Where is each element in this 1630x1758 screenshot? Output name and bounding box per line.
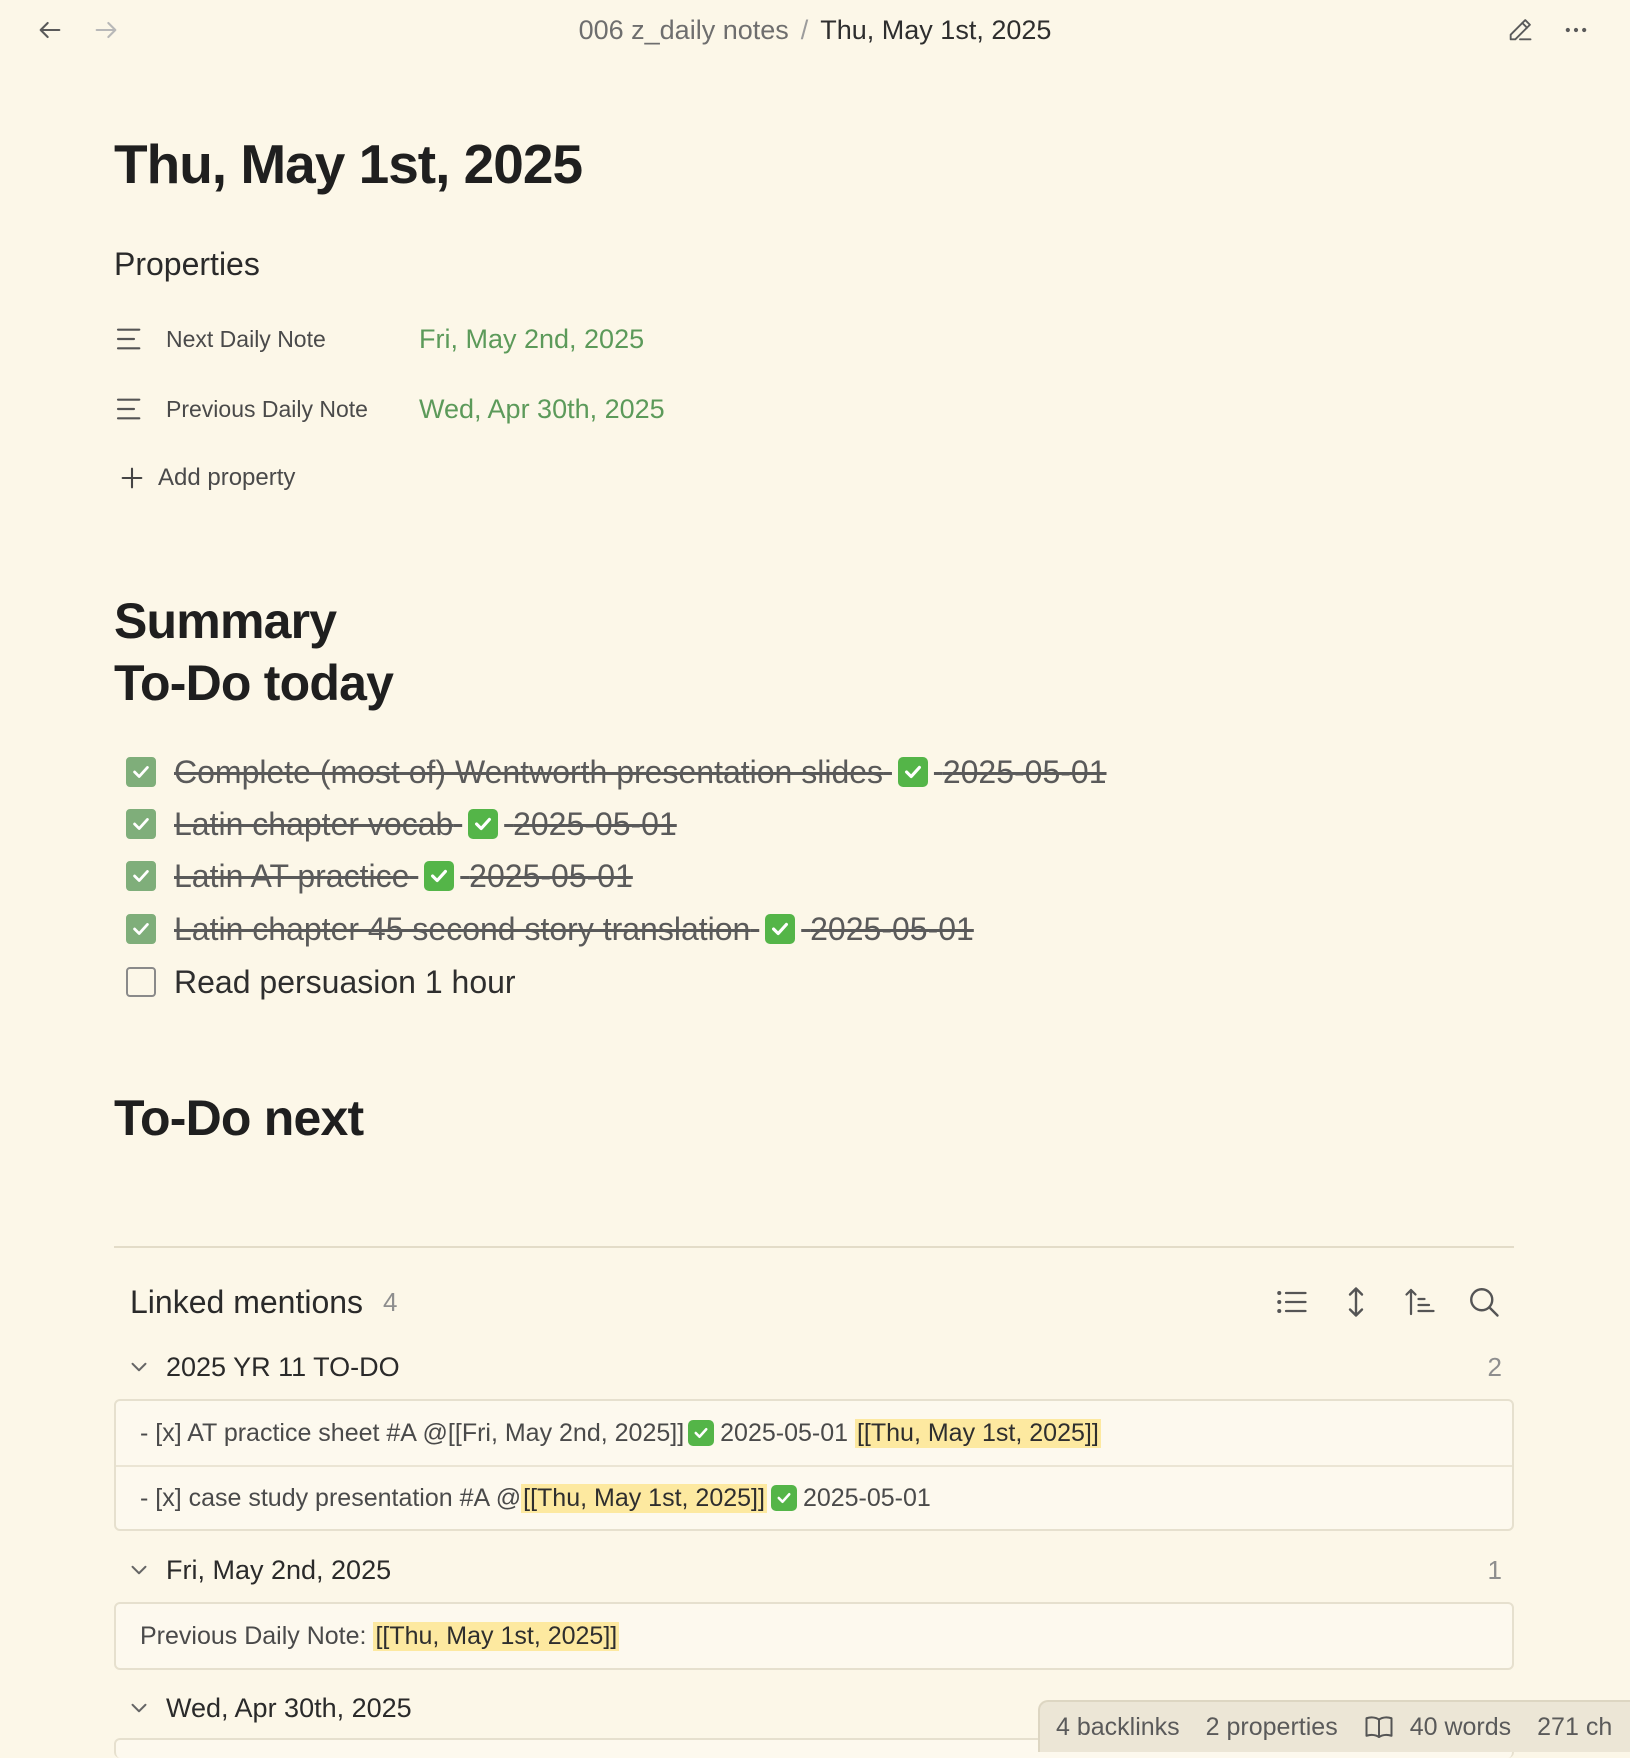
reading-view-icon[interactable] bbox=[1364, 1712, 1394, 1742]
highlighted-link[interactable]: [[Thu, May 1st, 2025]] bbox=[523, 1483, 765, 1512]
breadcrumb-current[interactable]: Thu, May 1st, 2025 bbox=[820, 15, 1052, 45]
add-property-label: Add property bbox=[158, 464, 296, 491]
text-lines-icon[interactable] bbox=[114, 392, 148, 426]
list-icon bbox=[1274, 1284, 1310, 1320]
task-text[interactable]: Read persuasion 1 hour bbox=[174, 963, 516, 1000]
task-item bbox=[126, 748, 1107, 796]
properties-heading[interactable]: Properties bbox=[114, 246, 260, 282]
property-next-daily-note bbox=[114, 311, 1014, 367]
property-key[interactable]: Previous Daily Note bbox=[166, 395, 368, 422]
chevron-down-icon bbox=[126, 1695, 152, 1721]
highlighted-link[interactable]: [[Thu, May 1st, 2025]] bbox=[375, 1621, 618, 1650]
task-checkbox[interactable] bbox=[126, 914, 156, 944]
checkmark-icon bbox=[130, 761, 152, 783]
toggle-list-button[interactable] bbox=[1268, 1278, 1316, 1326]
chevron-down-icon bbox=[126, 1557, 152, 1583]
mention-group-name: Wed, Apr 30th, 2025 bbox=[166, 1692, 412, 1723]
property-previous-daily-note bbox=[114, 381, 1014, 437]
edit-button[interactable] bbox=[1498, 8, 1542, 52]
check-mark-emoji-icon bbox=[771, 1485, 797, 1511]
check-mark-emoji-icon bbox=[688, 1420, 714, 1446]
check-mark-emoji-icon bbox=[765, 914, 795, 944]
task-checkbox[interactable] bbox=[126, 809, 156, 839]
mention-item[interactable]: - [x] case study presentation #A @ [[Thu, May 1st, 2025]] 2025-05-01 bbox=[116, 1465, 1512, 1529]
task-text[interactable]: Latin AT practice 2025-05-01 bbox=[174, 857, 633, 894]
expand-results-button[interactable] bbox=[1332, 1278, 1380, 1326]
breadcrumb bbox=[0, 12, 1630, 48]
backlinks-divider bbox=[114, 1246, 1514, 1248]
linked-mentions-title: Linked mentions bbox=[130, 1283, 364, 1320]
task-item bbox=[126, 800, 677, 848]
search-button[interactable] bbox=[1460, 1278, 1508, 1326]
task-checkbox[interactable] bbox=[126, 967, 156, 997]
status-bar bbox=[1038, 1700, 1630, 1752]
heading-todo-next[interactable]: To-Do next bbox=[114, 1090, 364, 1146]
sort-icon bbox=[1402, 1284, 1438, 1320]
checkmark-icon bbox=[130, 865, 152, 887]
mention-group-name: 2025 YR 11 TO-DO bbox=[166, 1351, 400, 1382]
note-title[interactable]: Thu, May 1st, 2025 bbox=[114, 133, 583, 195]
properties-count[interactable]: 2 properties bbox=[1205, 1712, 1338, 1741]
heading-todo-today[interactable]: To-Do today bbox=[114, 655, 394, 711]
mention-item[interactable]: - [x] AT practice sheet #A @[[Fri, May 2nd, 2025]] 2025-05-01 [[Thu, May 1st, 2025]] bbox=[140, 1418, 1099, 1447]
plus-icon bbox=[118, 464, 146, 492]
breadcrumb-separator: / bbox=[800, 15, 809, 45]
mention-group-header[interactable] bbox=[126, 1345, 1514, 1389]
linked-mentions-header[interactable] bbox=[130, 1278, 398, 1326]
check-mark-emoji-icon bbox=[468, 809, 498, 839]
chevron-down-icon bbox=[126, 1354, 152, 1380]
heading-summary[interactable]: Summary bbox=[114, 593, 337, 649]
expand-vertical-icon bbox=[1338, 1284, 1374, 1320]
task-text[interactable]: Complete (most of) Wentworth presentation slides 2025-05-01 bbox=[174, 753, 1107, 790]
sort-button[interactable] bbox=[1396, 1278, 1444, 1326]
mention-group-count: 1 bbox=[1487, 1554, 1502, 1585]
edit-pencil-icon bbox=[1506, 16, 1534, 44]
mention-results bbox=[114, 1399, 1514, 1531]
mention-results bbox=[114, 1602, 1514, 1670]
backlinks-count[interactable]: 4 backlinks bbox=[1056, 1712, 1180, 1741]
task-item bbox=[126, 905, 974, 953]
add-property-button[interactable] bbox=[118, 458, 295, 498]
mention-group-count: 2 bbox=[1487, 1351, 1502, 1382]
task-item bbox=[126, 852, 633, 900]
search-icon bbox=[1466, 1284, 1502, 1320]
more-options-icon bbox=[1562, 16, 1590, 44]
linked-mentions-count: 4 bbox=[383, 1286, 398, 1317]
task-checkbox[interactable] bbox=[126, 861, 156, 891]
mention-group-name: Fri, May 2nd, 2025 bbox=[166, 1554, 392, 1585]
breadcrumb-folder[interactable]: 006 z_daily notes bbox=[578, 15, 789, 45]
property-value-link[interactable]: Wed, Apr 30th, 2025 bbox=[419, 393, 665, 424]
mention-group-header[interactable] bbox=[126, 1548, 1514, 1592]
more-options-button[interactable] bbox=[1554, 8, 1598, 52]
property-key[interactable]: Next Daily Note bbox=[166, 325, 326, 352]
checkmark-icon bbox=[130, 813, 152, 835]
mention-item[interactable]: Previous Daily Note: [[Thu, May 1st, 2025]] bbox=[140, 1621, 618, 1650]
task-text[interactable]: Latin chapter 45 second story translation 2025-05-01 bbox=[174, 910, 974, 947]
task-text[interactable]: Latin chapter vocab 2025-05-01 bbox=[174, 805, 677, 842]
character-count: 271 ch bbox=[1537, 1712, 1613, 1741]
highlighted-link[interactable]: [[Thu, May 1st, 2025]] bbox=[856, 1418, 1099, 1447]
word-count: 40 words bbox=[1409, 1712, 1512, 1741]
task-checkbox[interactable] bbox=[126, 757, 156, 787]
text-lines-icon[interactable] bbox=[114, 322, 148, 356]
check-mark-emoji-icon bbox=[424, 861, 454, 891]
checkmark-icon bbox=[130, 918, 152, 940]
property-value-link[interactable]: Fri, May 2nd, 2025 bbox=[419, 323, 645, 354]
check-mark-emoji-icon bbox=[898, 757, 928, 787]
task-item bbox=[126, 958, 516, 1006]
top-bar bbox=[0, 0, 1630, 62]
